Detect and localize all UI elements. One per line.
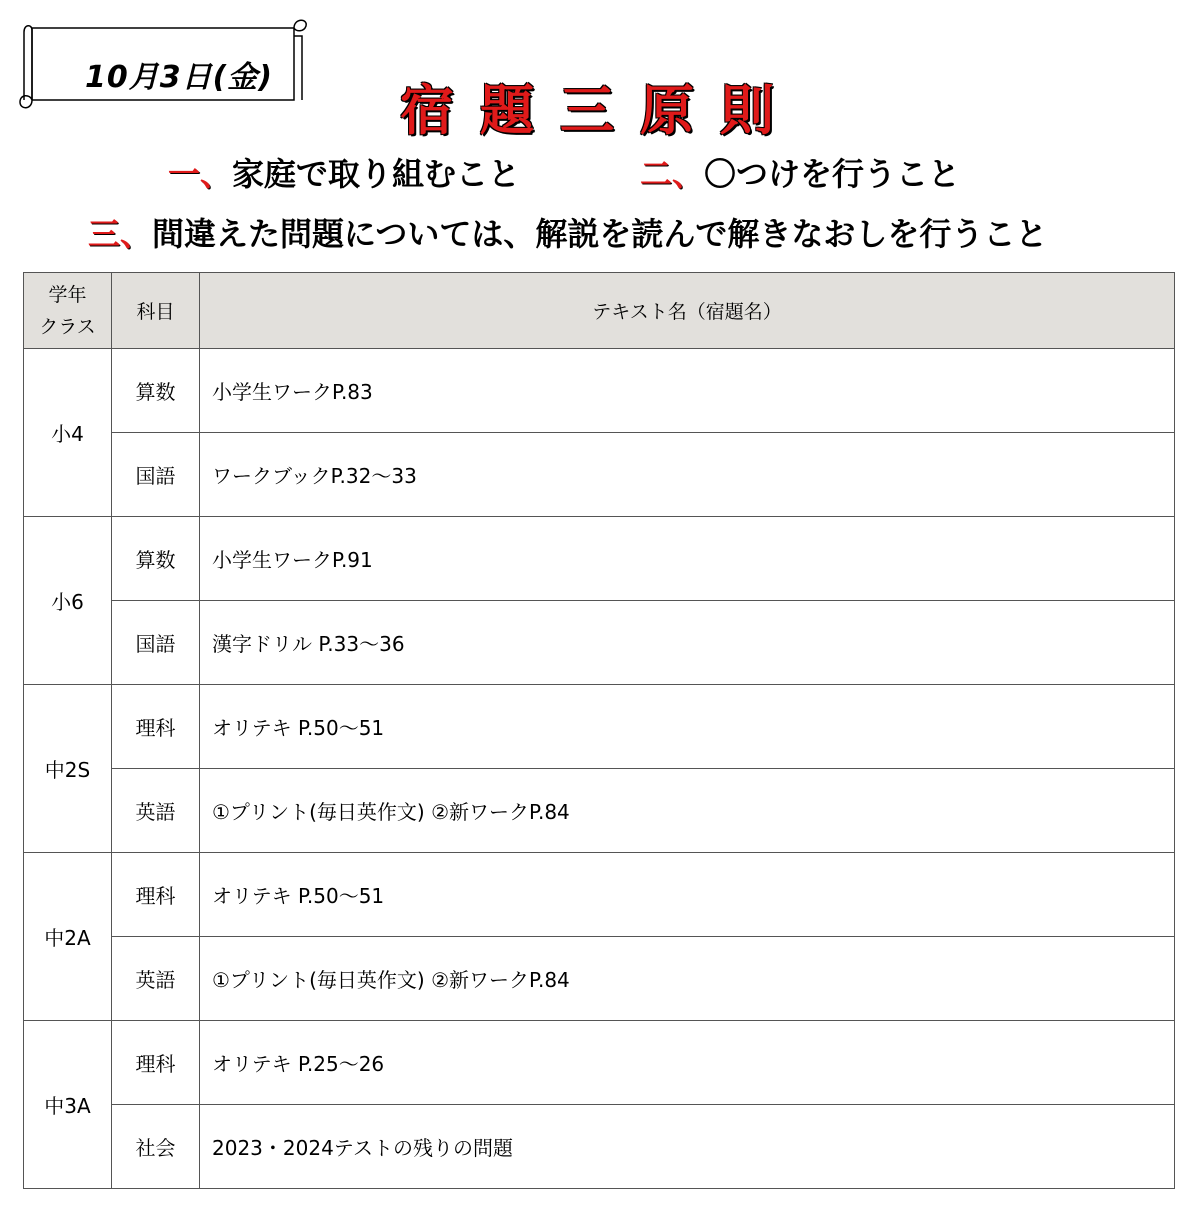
subject-cell: 理科 bbox=[112, 685, 200, 769]
subject-cell: 社会 bbox=[112, 1105, 200, 1189]
rule-one bbox=[168, 149, 520, 195]
table-row bbox=[24, 601, 1175, 685]
class-cell: 中2A bbox=[24, 853, 112, 1021]
subject-cell: 理科 bbox=[112, 853, 200, 937]
rule-text: 〇つけを行うこと bbox=[704, 155, 961, 193]
page-title: 宿題三原則 bbox=[400, 78, 800, 142]
header-subject: 科目 bbox=[112, 273, 200, 349]
header-class-line1: 学年 bbox=[48, 283, 87, 306]
table-row bbox=[24, 769, 1175, 853]
text-cell: 2023・2024テストの残りの問題 bbox=[200, 1105, 1175, 1189]
subject-cell: 英語 bbox=[112, 769, 200, 853]
header-class bbox=[24, 273, 112, 349]
table-row bbox=[24, 853, 1175, 937]
table-row bbox=[24, 937, 1175, 1021]
subject-cell: 算数 bbox=[112, 349, 200, 433]
class-cell: 小6 bbox=[24, 517, 112, 685]
text-cell: オリテキ P.50～51 bbox=[200, 853, 1175, 937]
text-cell: オリテキ P.50～51 bbox=[200, 685, 1175, 769]
subject-cell: 理科 bbox=[112, 1021, 200, 1105]
table-row bbox=[24, 349, 1175, 433]
text-cell: ①プリント(毎日英作文) ②新ワークP.84 bbox=[200, 937, 1175, 1021]
header-class-line2: クラス bbox=[39, 315, 96, 338]
table-row bbox=[24, 517, 1175, 601]
rule-three bbox=[88, 209, 1047, 255]
text-cell: ①プリント(毎日英作文) ②新ワークP.84 bbox=[200, 769, 1175, 853]
subject-cell: 算数 bbox=[112, 517, 200, 601]
text-cell: 漢字ドリル P.33～36 bbox=[200, 601, 1175, 685]
header-text: テキスト名（宿題名） bbox=[200, 273, 1175, 349]
subject-cell: 国語 bbox=[112, 433, 200, 517]
date-banner bbox=[18, 14, 310, 114]
text-cell: 小学生ワークP.83 bbox=[200, 349, 1175, 433]
rule-number: 三、 bbox=[88, 215, 153, 253]
rule-number: 二、 bbox=[640, 155, 705, 193]
subject-cell: 国語 bbox=[112, 601, 200, 685]
rule-text: 間違えた問題については、解説を読んで解きなおしを行うこと bbox=[152, 215, 1048, 253]
table-row bbox=[24, 685, 1175, 769]
class-cell: 小4 bbox=[24, 349, 112, 517]
date-label: 10月3日(金) bbox=[84, 60, 274, 95]
text-cell: ワークブックP.32～33 bbox=[200, 433, 1175, 517]
class-cell: 中3A bbox=[24, 1021, 112, 1189]
rule-two bbox=[640, 149, 960, 195]
text-cell: オリテキ P.25～26 bbox=[200, 1021, 1175, 1105]
table-row bbox=[24, 433, 1175, 517]
subject-cell: 英語 bbox=[112, 937, 200, 1021]
rule-number: 一、 bbox=[168, 155, 233, 193]
text-cell: 小学生ワークP.91 bbox=[200, 517, 1175, 601]
homework-table bbox=[23, 272, 1175, 1189]
class-cell: 中2S bbox=[24, 685, 112, 853]
table-header-row bbox=[24, 273, 1175, 349]
rule-text: 家庭で取り組むこと bbox=[232, 155, 521, 193]
table-row bbox=[24, 1021, 1175, 1105]
table-row bbox=[24, 1105, 1175, 1189]
